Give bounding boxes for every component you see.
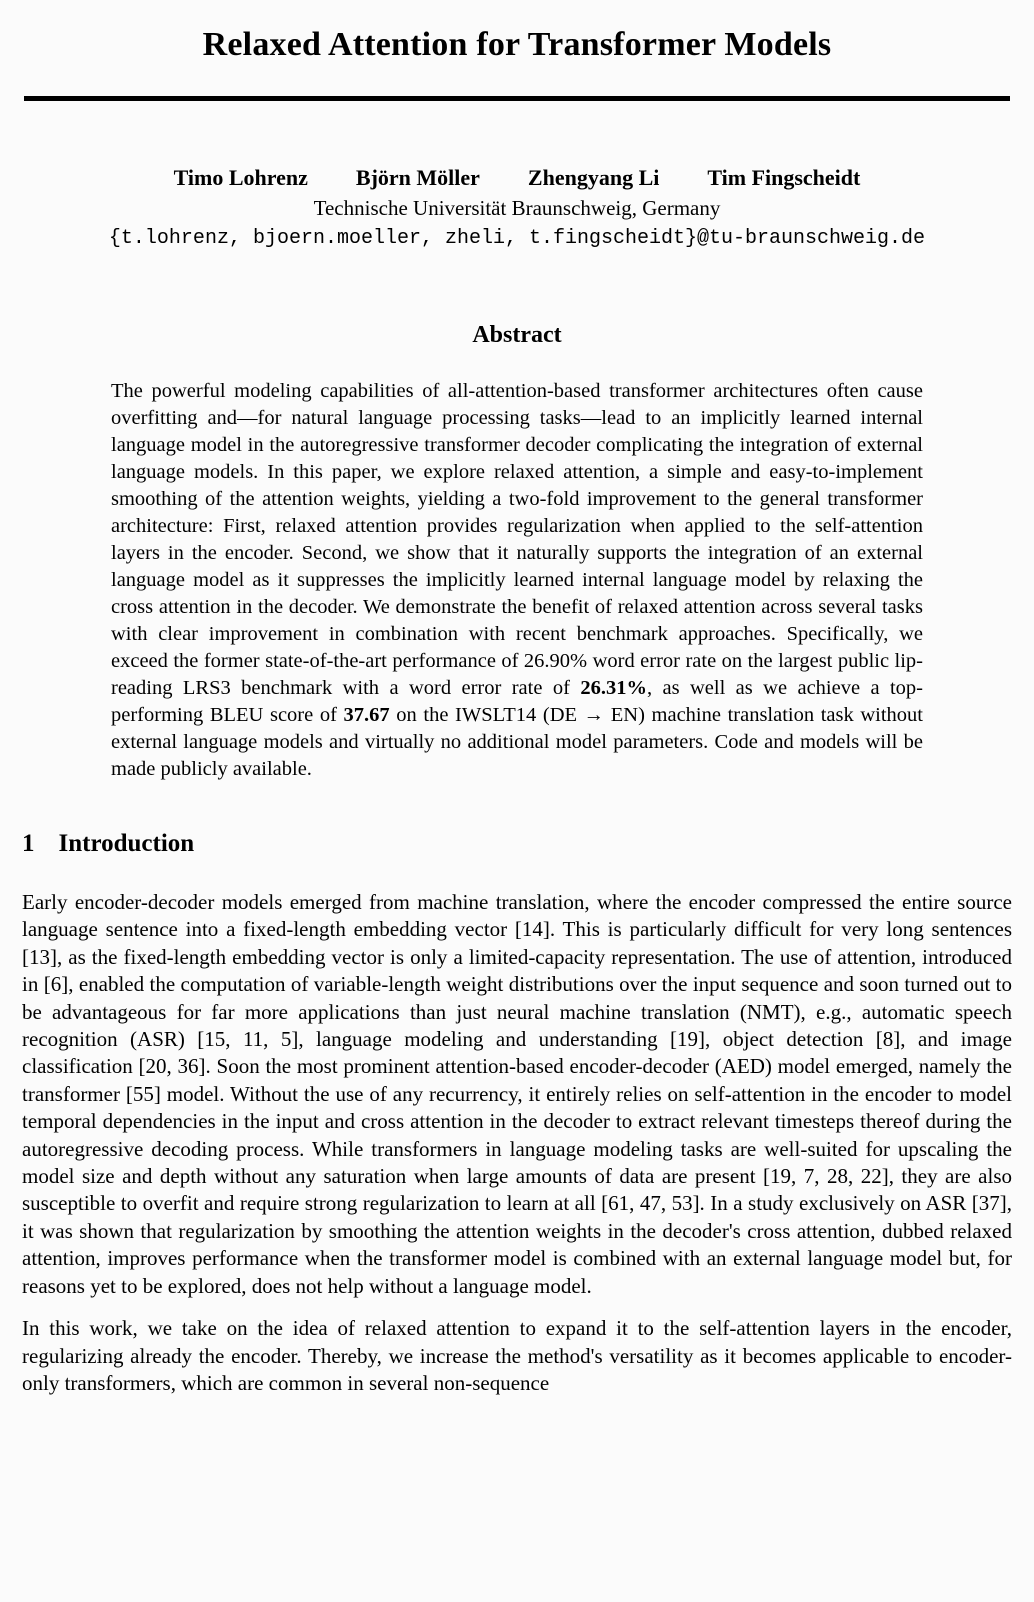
section-number: 1 [22,830,35,857]
abstract-text: The powerful modeling capabilities of all-attention-based transformer architectures often cause overfitting and—for natural language processing tasks—lead to an implicitly learned internal language model in the autoregressive transformer decoder complicating the integration of external language models. In this paper, we explore relaxed attention, a simple and easy-to-implement smoothing of the attention weights, yielding a two-fold improvement to the general transformer architecture: First, relaxed attention provides regularization when applied to the self-attention layers in the encoder. Second, we show that it naturally supports the integration of an external language model as it suppresses the implicitly learned internal language model by relaxing the cross attention in the decoder. We demonstrate the benefit of relaxed attention across several tasks with clear improvement in combination with recent benchmark approaches. Specifically, we exceed the former state-of-the-art performance of 26.90% word error rate on the largest public lip-reading LRS3 benchmark with a word error rate of 26.31%, as well as we achieve a top-performing BLEU score of 37.67 on the IWSLT14 (DE → EN) machine translation task without external language models and virtually no additional model parameters. Code and models will be made publicly available. [111,380,923,780]
title-divider-rule [24,96,1010,101]
section-heading-introduction [22,830,1012,858]
paper-page [0,26,1034,1602]
author-name: Björn Möller [355,165,480,190]
author-name: Timo Lohrenz [173,165,308,190]
author-name: Zhengyang Li [527,165,660,190]
paragraph: In this work, we take on the idea of relaxed attention to expand it to the self-attention layers in the encoder, regularizing already the encoder. Thereby, we increase the method's versatility as it becomes applicable to encoder-only transformers, which are common in several non-sequence [22,1316,1012,1395]
author-emails: {t.lohrenz, bjoern.moeller, zheli, t.fingscheidt}@tu-braunschweig.de [108,227,926,250]
authors-line [0,165,1034,191]
paper-title: Relaxed Attention for Transformer Models [202,26,832,63]
affiliation: Technische Universität Braunschweig, Germany [313,196,721,220]
introduction-body [0,889,1034,1397]
abstract-heading: Abstract [472,322,562,348]
authors-block [0,165,1034,250]
section-title: Introduction [58,830,195,857]
author-name: Tim Fingscheidt [707,165,861,190]
paragraph: Early encoder-decoder models emerged from machine translation, where the encoder compressed the entire source language sentence into a fixed-length embedding vector [14]. This is particularly difficult for very long sentences [13], as the fixed-length embedding vector is only a limited-capacity representation. The use of attention, introduced in [6], enabled the computation of variable-length weight distributions over the input sequence and soon turned out to be advantageous for far more applications than just neural machine translation (NMT), e.g., automatic speech recognition (ASR) [15, 11, 5], language modeling and understanding [19], object detection [8], and image classification [20, 36]. Soon the most prominent attention-based encoder-decoder (AED) model emerged, namely the transformer [55] model. Without the use of any recurrency, it entirely relies on self-attention in the encoder to model temporal dependencies in the input and cross attention in the decoder to extract relevant timesteps thereof during the autoregressive decoding process. While transformers in language modeling tasks are well-suited for upscaling the model size and depth without any saturation when large amounts of data are present [19, 7, 28, 22], they are also susceptible to overfit and require strong regularization to learn at all [61, 47, 53]. In a study exclusively on ASR [37], it was shown that regularization by smoothing the attention weights in the decoder's cross attention, dubbed relaxed attention, improves performance when the transformer model is combined with an external language model but, for reasons yet to be explored, does not help without a language model. [22,890,1012,1298]
